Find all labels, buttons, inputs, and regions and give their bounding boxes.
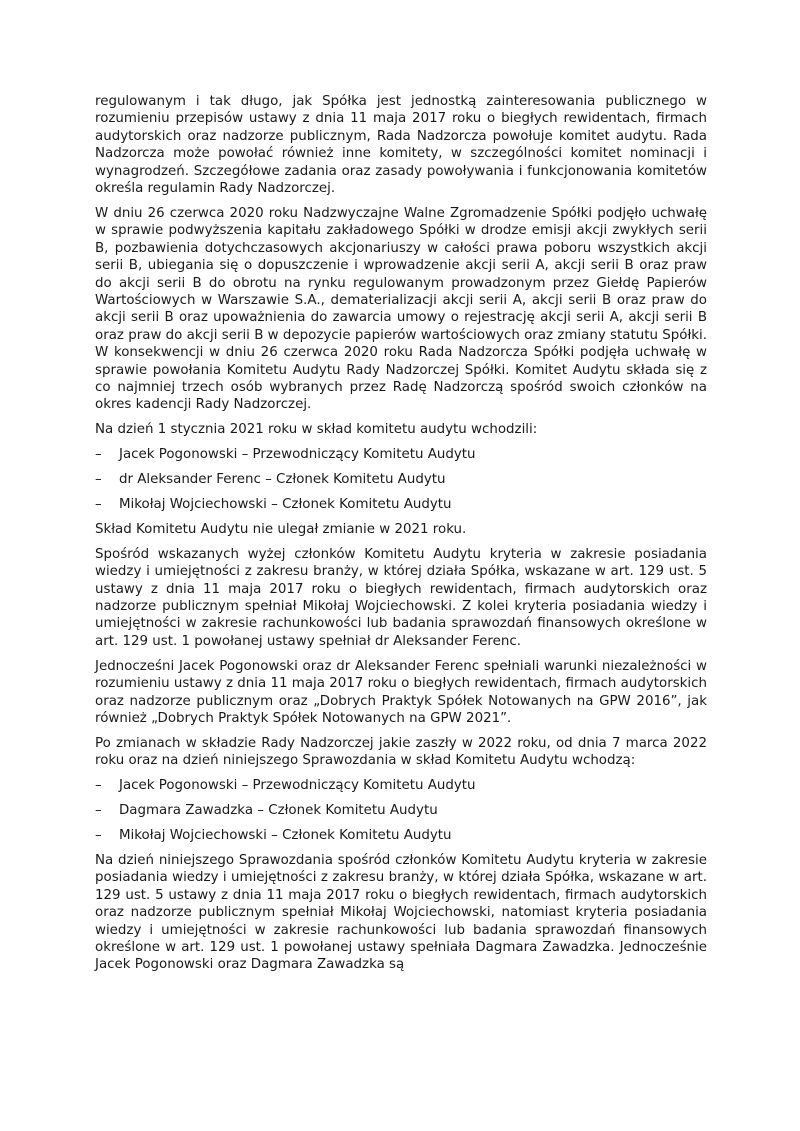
list-item-text: Dagmara Zawadzka – Członek Komitetu Audytu [119,803,438,819]
paragraph-criteria-current: Na dzień niniejszego Sprawozdania spośród członków Komitetu Audytu kryteria w zakresie posiadania wiedzy i umiejętności z zakresu branży, w której działa Spółka, wskazane w art. 129 ust. 5 ustawy z dnia 11 maja 2017 roku o biegłych rewidentach, firmach audytorskich oraz nadzorze publicznym spełniał Mikołaj Wojciechowski, natomiast kryteria posiadania wiedzy i umiejętności w zakresie rachunkowości lub badania sprawozdań finansowych określone w art. 129 ust. 1 powołanej ustawy spełniała Dagmara Zawadzka. Jednocześnie Jacek Pogonowski oraz Dagmara Zawadzka są [95,852,707,973]
paragraph-audit-committee-rules: regulowanym i tak długo, jak Spółka jest jednostką zainteresowania publicznego w rozumieniu przepisów ustawy z dnia 11 maja 2017 roku o biegłych rewidentach, firmach audytorskich oraz nadzorze publicznym, Rada Nadzorcza powołuje komitet audytu. Rada Nadzorcza może powołać również inne komitety, w szczególności komitet nominacji i wynagrodzeń. Szczegółowe zadania oraz zasady powoływania i funkcjonowania komitetów określa regulamin Rady Nadzorczej. [95,94,707,197]
dash-bullet: – [95,447,102,463]
list-item-text: Mikołaj Wojciechowski – Członek Komitetu Audytu [119,828,452,844]
list-item [95,496,707,513]
list-item-text: Mikołaj Wojciechowski – Członek Komitetu Audytu [119,497,452,513]
list-item-text: Jacek Pogonowski – Przewodniczący Komitetu Audytu [119,778,476,794]
dash-bullet: – [95,778,102,794]
dash-bullet: – [95,803,102,819]
paragraph-share-issue-resolution: W dniu 26 czerwca 2020 roku Nadzwyczajne Walne Zgromadzenie Spółki podjęło uchwałę w sprawie podwyższenia kapitału zakładowego Spółki w drodze emisji akcji zwykłych serii B, pozbawienia dotychczasowych akcjonariuszy w całości prawa poboru wszystkich akcji serii B, ubiegania się o dopuszczenie i wprowadzenie akcji serii A, akcji serii B oraz praw do akcji serii B do obrotu na rynku regulowanym prowadzonym przez Giełdę Papierów Wartościowych w Warszawie S.A., dematerializacji akcji serii A, akcji serii B oraz praw do akcji serii B oraz upoważnienia do zawarcia umowy o rejestrację akcji serii A, akcji serii B oraz praw do akcji serii B w depozycie papierów wartościowych oraz zmiany statutu Spółki. W konsekwencji w dniu 26 czerwca 2020 roku Rada Nadzorcza Spółki podjęła uchwałę w sprawie powołania Komitetu Audytu Rady Nadzorczej Spółki. Komitet Audytu składa się z co najmniej trzech osób wybranych przez Radę Nadzorczą spośród swoich członków na okres kadencji Rady Nadzorczej. [95,205,707,413]
paragraph-independence: Jednocześni Jacek Pogonowski oraz dr Aleksander Ferenc spełniali warunki niezależności w rozumieniu ustawy z dnia 11 maja 2017 roku o biegłych rewidentach, firmach audytorskich oraz nadzorze publicznym oraz „Dobrych Praktyk Spółek Notowanych na GPW 2016”, jak również „Dobrych Praktyk Spółek Notowanych na GPW 2021”. [95,658,707,726]
paragraph-composition-2021-intro: Na dzień 1 stycznia 2021 roku w skład komitetu audytu wchodzili: [95,422,538,438]
dash-bullet: – [95,472,102,488]
document-page [95,93,707,981]
list-item-text: dr Aleksander Ferenc – Członek Komitetu Audytu [119,472,446,488]
dash-bullet: – [95,828,102,844]
paragraph-criteria-2021: Spośród wskazanych wyżej członków Komitetu Audytu kryteria w zakresie posiadania wiedzy i umiejętności z zakresu branży, w której działa Spółka, wskazane w art. 129 ust. 5 ustawy z dnia 11 maja 2017 roku o biegłych rewidentach, firmach audytorskich oraz nadzorze publicznym spełniał Mikołaj Wojciechowski. Z kolei kryteria posiadania wiedzy i umiejętności w zakresie rachunkowości lub badania sprawozdań finansowych określone w art. 129 ust. 1 powołanej ustawy spełniał dr Aleksander Ferenc. [95,546,707,649]
list-item [95,446,707,463]
list-item [95,802,707,819]
paragraph-composition-2022-intro: Po zmianach w składzie Rady Nadzorczej jakie zaszły w 2022 roku, od dnia 7 marca 2022 roku oraz na dzień niniejszego Sprawozdania w skład Komitetu Audytu wchodzą: [95,735,707,769]
list-item [95,827,707,844]
list-item [95,471,707,488]
list-item-text: Jacek Pogonowski – Przewodniczący Komitetu Audytu [119,447,476,463]
paragraph-no-change-2021: Skład Komitetu Audytu nie ulegał zmianie w 2021 roku. [95,521,467,537]
list-item [95,777,707,794]
dash-bullet: – [95,497,102,513]
